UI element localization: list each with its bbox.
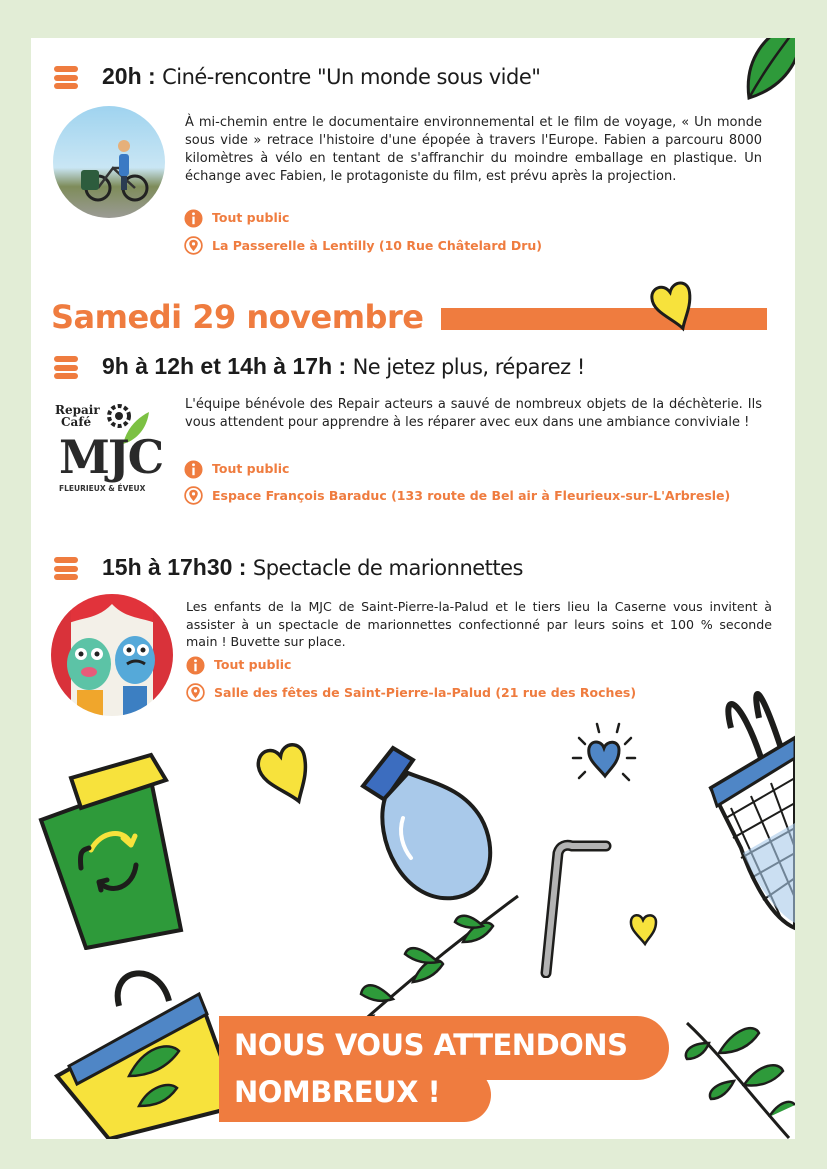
- event-title: [102, 554, 523, 581]
- net-bag-icon: [671, 678, 795, 938]
- event-time: 9h à 12h et 14h à 17h :: [102, 353, 347, 379]
- event-audience: Tout public: [212, 461, 290, 476]
- event-bullet-icon: [54, 557, 78, 585]
- heart-icon: [648, 278, 698, 334]
- event-audience: Tout public: [212, 210, 290, 225]
- location-pin-icon: [186, 683, 205, 702]
- logo-sub: FLEURIEUX & ÉVEUX: [59, 484, 146, 493]
- flyer-page: [31, 38, 795, 1139]
- event-description: À mi-chemin entre le documentaire environnemental et le film de voyage, « Un monde sous vide » retrace l'histoire d'une épopée à travers l'Europe. Fabien a parcouru 8000 kilomètres à vélo en tentant de s'affranchir du moindre emballage en plastique. Un échange avec Fabien, le protagoniste du film, est prévu après la projection.: [185, 115, 762, 184]
- puppets-photo: [51, 594, 173, 716]
- event-description: Les enfants de la MJC de Saint-Pierre-la-Palud et le tiers lieu la Caserne vous invitent à assister à un spectacle de marionnettes confectionné par leurs soins et 100 % seconde main ! Buvette sur place.: [186, 599, 772, 649]
- day-heading-bar: [441, 308, 767, 330]
- event-time: 15h à 17h30 :: [102, 554, 247, 580]
- heart-icon: [253, 738, 315, 808]
- info-icon: [184, 460, 203, 479]
- event-audience: Tout public: [214, 657, 292, 672]
- leaf-icon: [739, 38, 795, 106]
- repair-cafe-mjc-logo: [51, 400, 166, 500]
- info-icon: [186, 656, 205, 675]
- event-bullet-icon: [54, 356, 78, 384]
- location-pin-icon: [184, 486, 203, 505]
- logo-line1: Repair: [55, 403, 100, 417]
- event-description: L'équipe bénévole des Repair acteurs a sauvé de nombreux objets de la déchèterie. Ils vous attendent pour apprendre à les réparer avec eux dans une ambiance conviviale !: [185, 397, 762, 430]
- event-title: [102, 353, 585, 380]
- event-name: Ne jetez plus, réparez !: [352, 355, 585, 379]
- event-time: 20h :: [102, 63, 156, 89]
- day-heading: Samedi 29 novembre: [51, 298, 424, 336]
- event-location: Salle des fêtes de Saint-Pierre-la-Palud (21 rue des Roches): [214, 685, 637, 700]
- banner-line1: NOUS VOUS ATTENDONS: [234, 1028, 628, 1062]
- heart-icon: [627, 908, 661, 948]
- event-name: Spectacle de marionnettes: [252, 556, 523, 580]
- sparkle-heart-icon: [569, 718, 641, 798]
- event-name: Ciné-rencontre "Un monde sous vide": [162, 65, 541, 89]
- event-location: La Passerelle à Lentilly (10 Rue Châtelard Dru): [212, 238, 542, 253]
- recycling-bin-icon: [31, 750, 191, 950]
- metal-straw-icon: [536, 838, 616, 978]
- event-location: Espace François Baraduc (133 route de Bel air à Fleurieux-sur-L'Arbresle): [212, 488, 731, 503]
- cyclist-photo: [53, 106, 165, 218]
- location-pin-icon: [184, 236, 203, 255]
- event-title: [102, 63, 540, 90]
- leaf-branch-icon: [679, 1013, 795, 1139]
- logo-line2: Café: [61, 415, 92, 429]
- info-icon: [184, 209, 203, 228]
- tote-bag-icon: [49, 956, 239, 1139]
- banner-line2: NOMBREUX !: [234, 1075, 441, 1109]
- event-bullet-icon: [54, 66, 78, 94]
- logo-brand: MJC: [59, 430, 163, 484]
